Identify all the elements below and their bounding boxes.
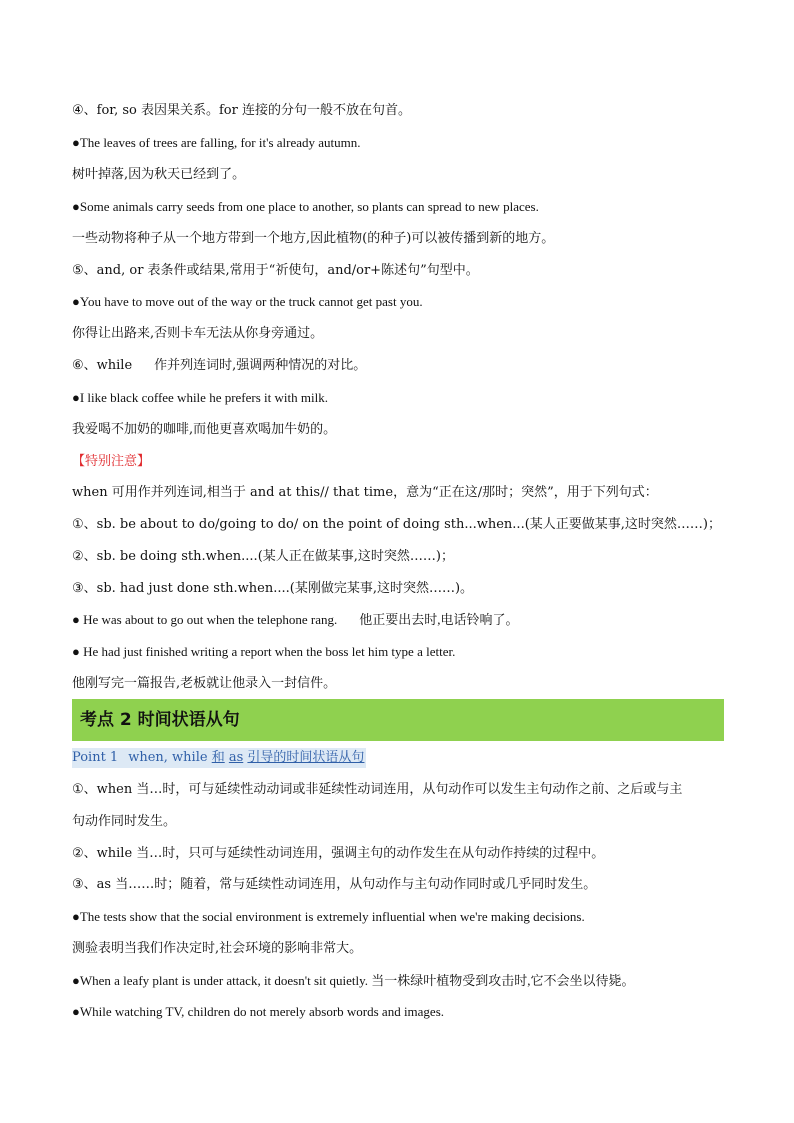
text-line: when 可用作并列连词,相当于 and at this// that time，意为“正在这/那时；突然”，用于下列句式： [72,485,658,500]
point-label: Point 1 [72,750,119,765]
special-note-heading: 【特别注意】 [72,454,151,469]
text-line: ①、sb. be about to do/going to do/ on the point of doing sth...when...(某人正要做某事,这时突然……)； [72,517,721,532]
example-sentence [72,611,724,629]
example-sentence: ●You have to move out of the way or the truck cannot get past you. [72,294,423,309]
example-sentence: ●When a leafy plant is under attack, it doesn't sit quietly. 当一株绿叶植物受到攻击时,它不会坐以待毙。 [72,973,635,988]
text-line: ④、for, so 表因果关系。for 连接的分句一般不放在句首。 [72,103,411,118]
text-line [72,357,724,375]
translation-line: 他刚写完一篇报告,老板就让他录入一封信件。 [72,676,337,691]
translation-line: 你得让出路来,否则卡车无法从你身旁通过。 [72,326,324,341]
example-zh: 他正要出去时,电话铃响了。 [359,612,519,627]
example-sentence: ●Some animals carry seeds from one place to another, so plants can spread to new places. [72,199,539,214]
example-sentence: ● He had just finished writing a report when the boss let him type a letter. [72,644,456,659]
example-sentence: ●The leaves of trees are falling, for it's already autumn. [72,135,361,150]
text-line: ②、while 当…时，只可与延续性动词连用，强调主句的动作发生在从句动作持续的过程中。 [72,846,605,861]
example-sentence: ●While watching TV, children do not merely absorb words and images. [72,1004,445,1019]
text-line: 句动作同时发生。 [72,814,177,829]
translation-line: 树叶掉落,因为秋天已经到了。 [72,167,246,182]
while-desc: 作并列连词时,强调两种情况的对比。 [154,358,367,373]
text-line: ②、sb. be doing sth.when....(某人正在做某事,这时突然……)； [72,549,454,564]
section-title: 考点 2 时间状语从句 [80,710,240,730]
point-heading [72,748,366,768]
point-text: 引导的时间状语从句 [247,750,365,765]
example-sentence: ●The tests show that the social environment is extremely influential when we're making decisions. [72,909,585,924]
translation-line: 测验表明当我们作决定时,社会环境的影响非常大。 [72,941,363,956]
translation-line: 一些动物将种子从一个地方带到一个地方,因此植物(的种子)可以被传播到新的地方。 [72,231,555,246]
text-line: ③、sb. had just done sth.when....(某刚做完某事,这时突然……)。 [72,581,474,596]
text-line: ①、when 当…时，可与延续性动动词或非延续性动词连用，从句动作可以发生主句动作之前、之后或与主 [72,782,683,797]
example-en: ● He was about to go out when the telephone rang. [72,612,338,627]
example-sentence: ●I like black coffee while he prefers it with milk. [72,390,328,405]
while-label: ⑥、while [72,358,133,373]
point-text: 和 [211,750,225,765]
point-text: when, while [128,750,208,765]
text-line: ③、as 当……时；随着，常与延续性动词连用，从句动作与主句动作同时或几乎同时发生。 [72,877,597,892]
text-line: ⑤、and, or 表条件或结果,常用于“祈使句，and/or+陈述句”句型中。 [72,263,479,278]
translation-line: 我爱喝不加奶的咖啡,而他更喜欢喝加牛奶的。 [72,422,337,437]
point-text: as [228,750,244,765]
